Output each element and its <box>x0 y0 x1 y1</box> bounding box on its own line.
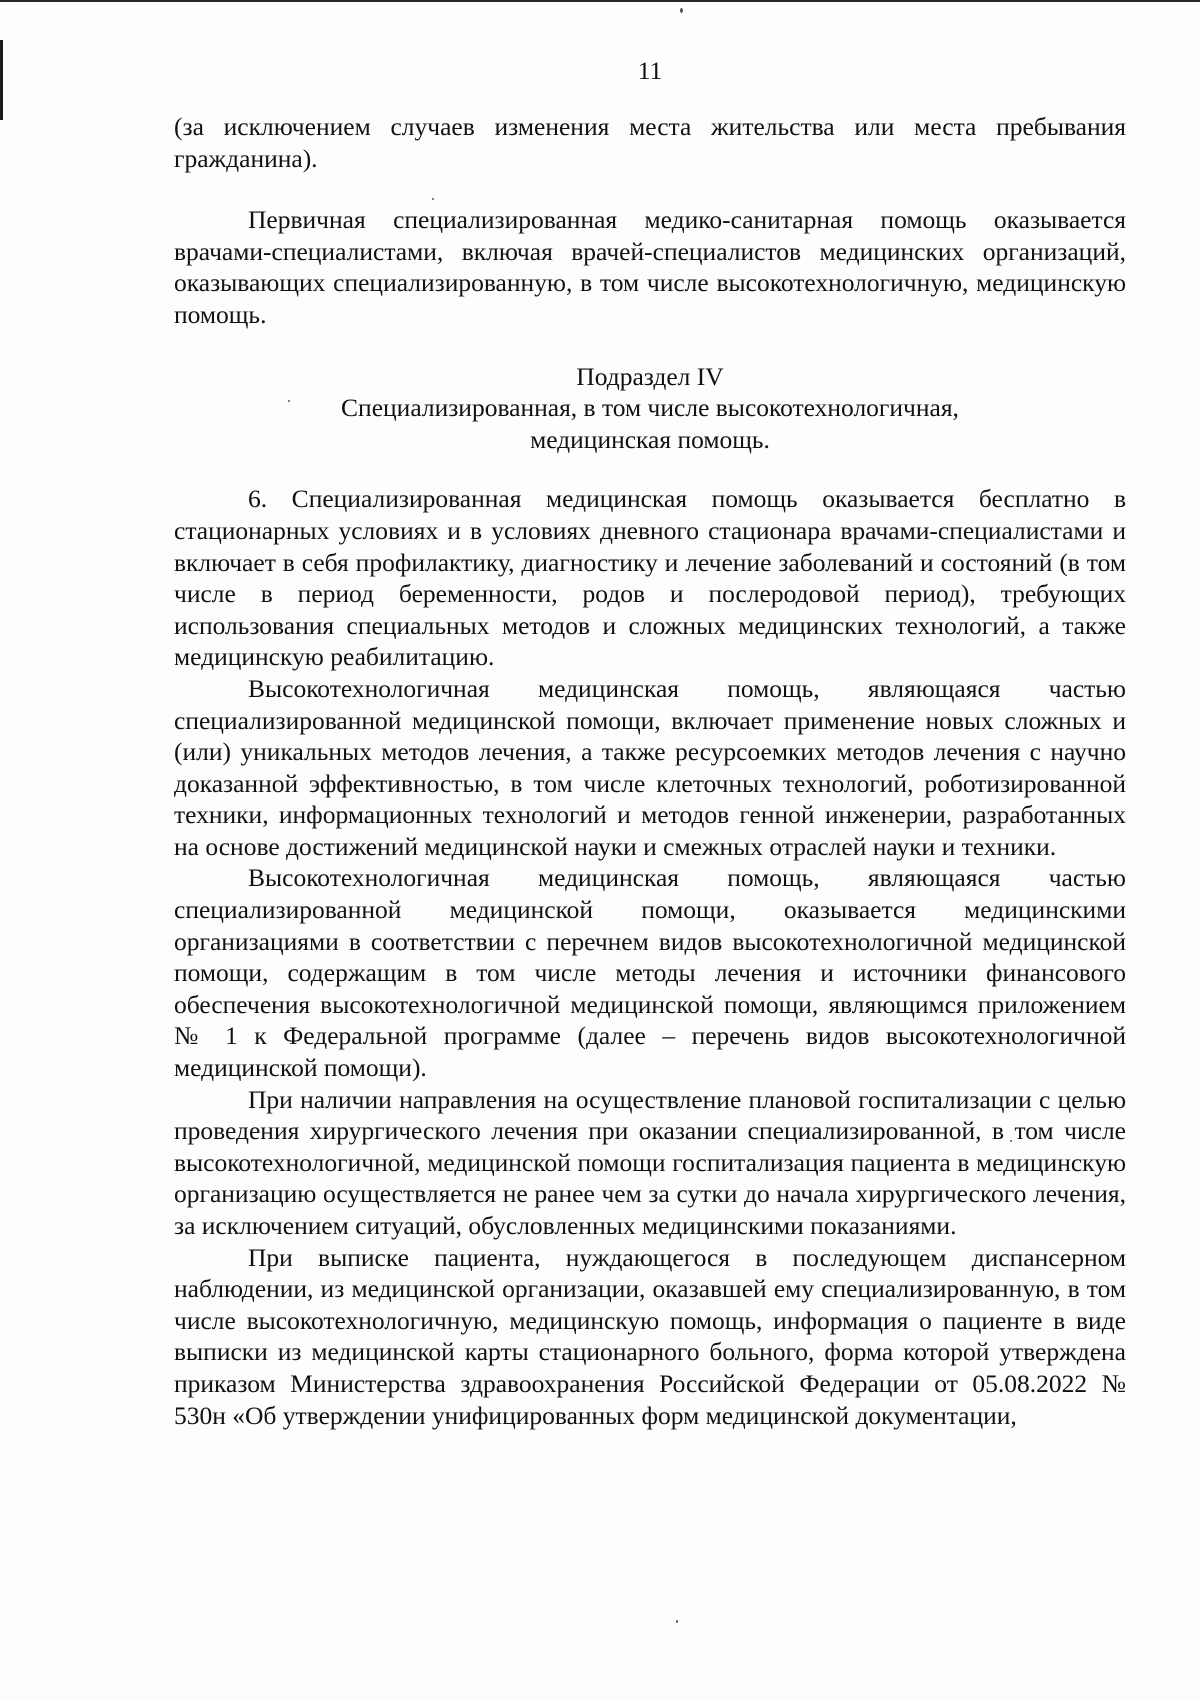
document-content <box>174 55 1126 1431</box>
paragraph-primary-care: Первичная специализированная медико-санитарная помощь оказывается врачами-специалистами, включая врачей-специалистов медицинских организаций, оказывающих специализированную, в том числе высокотехнологичную, медицинскую помощь. <box>174 205 1126 329</box>
subsection-heading <box>174 361 1126 456</box>
scan-border-left <box>0 40 3 120</box>
paragraph-high-tech-definition: Высокотехнологичная медицинская помощь, являющаяся частью специализированной медицинской помощи, включает применение новых сложных и (или) уникальных методов лечения, а также ресурсоемких методов лечения с научно доказанной эффективностью, в том числе клеточных технологий, роботизированной техники, информационных технологий и методов генной инженерии, разработанных на основе достижений медицинской науки и смежных отраслей науки и техники. <box>174 673 1126 861</box>
paragraph-discharge: При выписке пациента, нуждающегося в последующем диспансерном наблюдении, из медицинской организации, оказавшей ему специализированную, в том числе высокотехнологичную, медицинскую помощь, информация о пациенте в виде выписки из медицинской карты стационарного больного, форма которой утверждена приказом Министерства здравоохранения Российской Федерации от 05.08.2022 № 530н «Об утверждении унифицированных форм медицинской документации, <box>174 1242 1126 1430</box>
subsection-title-line-1: Специализированная, в том числе высокотехнологичная, <box>341 393 959 423</box>
page-number: 11 <box>637 56 663 85</box>
paragraph-hospitalization: При наличии направления на осуществление плановой госпитализации с целью проведения хирургического лечения при оказании специализированной, в том числе высокотехнологичной, медицинской помощи госпитализация пациента в медицинскую организацию осуществляется не ранее чем за сутки до начала хирургического лечения, за исключением ситуаций, обусловленных медицинскими показаниями. <box>174 1084 1126 1240</box>
paragraph-continuation: (за исключением случаев изменения места жительства или места пребывания гражданина). <box>174 112 1126 173</box>
subsection-title-line-2: медицинская помощь. <box>530 424 770 454</box>
subsection-label: Подраздел IV <box>576 361 724 391</box>
scan-border-top <box>0 0 1200 2</box>
paragraph-6-specialized-care: 6. Специализированная медицинская помощь оказывается бесплатно в стационарных условиях и в условиях дневного стационара врачами-специалистами и включает в себя профилактику, диагностику и лечение заболеваний и состояний (в том числе в период беременности, родов и послеродовой период), требующих использования специальных методов и сложных медицинских технологий, а также медицинскую реабилитацию. <box>174 484 1126 672</box>
scan-speck <box>676 1620 678 1623</box>
paragraph-high-tech-provision: Высокотехнологичная медицинская помощь, являющаяся частью специализированной медицинской помощи, оказывается медицинскими организациями в соответствии с перечнем видов высокотехнологичной медицинской помощи, содержащим в том числе методы лечения и источники финансового обеспечения высокотехнологичной медицинской помощи, являющимся приложением № 1 к Федеральной программе (далее – перечень видов высокотехнологичной медицинской помощи). <box>174 863 1126 1083</box>
scan-speck <box>680 8 683 13</box>
